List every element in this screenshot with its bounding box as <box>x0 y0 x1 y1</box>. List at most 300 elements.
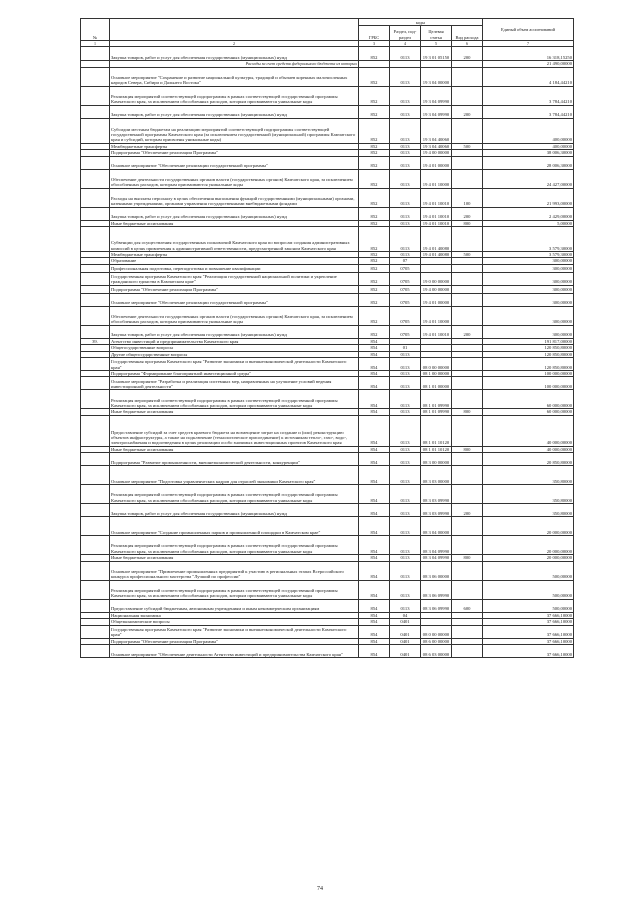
row-sum: 21 490,00000 <box>483 61 574 67</box>
row-cs: 19 4 01 10000 <box>421 306 452 325</box>
row-razd: 0113 <box>390 485 421 504</box>
table-row <box>81 207 574 220</box>
row-number <box>81 272 110 285</box>
row-grbs: 854 <box>359 371 390 377</box>
row-vid <box>452 118 483 143</box>
row-cs: 08 3 06 09990 <box>421 599 452 612</box>
row-sum: 350,80000 <box>483 504 574 517</box>
row-vid <box>452 517 483 536</box>
row-name: Межбюджетные трансферты <box>110 252 359 258</box>
row-grbs: 854 <box>359 466 390 485</box>
row-vid <box>452 453 483 466</box>
table-row <box>81 105 574 118</box>
row-razd: 0113 <box>390 561 421 580</box>
row-razd: 0113 <box>390 169 421 188</box>
header-vid: Вид расхода <box>452 26 483 41</box>
row-grbs: 854 <box>359 625 390 638</box>
row-name: Реализация мероприятий соответствующей подпрограммы в рамках соответствующей государственной программы Камчатского края, за исключением обособленных расходов, которым присваиваются уникальные коды <box>110 86 359 105</box>
row-number <box>81 504 110 517</box>
row-razd: 0113 <box>390 580 421 599</box>
row-sum: 3 579,30000 <box>483 227 574 252</box>
row-razd: 0113 <box>390 252 421 258</box>
row-vid <box>452 264 483 272</box>
row-sum: 500,00000 <box>483 580 574 599</box>
row-vid: 500 <box>452 143 483 149</box>
table-row <box>81 504 574 517</box>
table-row <box>81 285 574 293</box>
row-grbs: 852 <box>359 156 390 169</box>
row-razd: 0401 <box>390 625 421 638</box>
row-sum: 100 000,00000 <box>483 371 574 377</box>
row-razd: 0113 <box>390 517 421 536</box>
table-row <box>81 156 574 169</box>
row-name: Иные бюджетные ассигнования <box>110 555 359 561</box>
row-grbs: 854 <box>359 377 390 390</box>
row-cs: 19 4 01 00000 <box>421 293 452 306</box>
row-cs: 08 0 00 00000 <box>421 358 452 371</box>
row-sum: 5,00000 <box>483 220 574 226</box>
row-number <box>81 561 110 580</box>
row-cs: 08 0 00 00000 <box>421 625 452 638</box>
row-sum: 40 000,00000 <box>483 446 574 452</box>
row-grbs: 854 <box>359 485 390 504</box>
row-grbs: 852 <box>359 227 390 252</box>
row-grbs: 854 <box>359 351 390 357</box>
row-cs: 08 3 04 00000 <box>421 517 452 536</box>
row-cs: 08 3 04 09990 <box>421 555 452 561</box>
row-sum: 28 006,30000 <box>483 156 574 169</box>
row-sum: 300,00000 <box>483 272 574 285</box>
row-sum: 60 000,00000 <box>483 390 574 409</box>
row-name: Реализация мероприятий соответствующей подпрограммы в рамках соответствующей государственной программы Камчатского края, за исключением обособленных расходов, которым присваиваются уникальные коды <box>110 390 359 409</box>
row-sum: 20 000,00000 <box>483 536 574 555</box>
row-name: Закупка товаров, работ и услуг для обеспечения государственных (муниципальных) нужд <box>110 105 359 118</box>
row-cs: 19 4 01 10010 <box>421 188 452 207</box>
row-cs: 19 4 01 00000 <box>421 156 452 169</box>
row-vid: 200 <box>452 105 483 118</box>
row-vid: 200 <box>452 47 483 61</box>
row-vid: 800 <box>452 220 483 226</box>
row-razd: 01 <box>390 345 421 351</box>
row-razd: 0705 <box>390 264 421 272</box>
row-number <box>81 580 110 599</box>
row-vid: 100 <box>452 188 483 207</box>
row-number <box>81 105 110 118</box>
row-name: Расходы за счет средств федерального бюджета из которых <box>110 61 359 67</box>
table-row <box>81 67 574 86</box>
row-number <box>81 67 110 86</box>
table-row <box>81 86 574 105</box>
row-razd: 0113 <box>390 504 421 517</box>
row-razd: 0113 <box>390 377 421 390</box>
row-number <box>81 466 110 485</box>
row-vid <box>452 272 483 285</box>
col-number: 3 <box>359 41 390 47</box>
row-razd: 0113 <box>390 466 421 485</box>
row-sum: 3 784,44210 <box>483 105 574 118</box>
row-razd: 0113 <box>390 358 421 371</box>
row-grbs: 854 <box>359 504 390 517</box>
row-razd: 0113 <box>390 118 421 143</box>
row-vid <box>452 86 483 105</box>
row-number <box>81 644 110 657</box>
row-name: Закупка товаров, работ и услуг для обеспечения государственных (муниципальных) нужд <box>110 47 359 61</box>
row-razd: 0401 <box>390 638 421 644</box>
row-razd: 0113 <box>390 47 421 61</box>
table-row <box>81 644 574 657</box>
row-number <box>81 47 110 61</box>
row-number <box>81 169 110 188</box>
row-name: Основное мероприятие "Сохранение и развитие национальной культуры, традиций и обычаев коренных малочисленных народов Севера, Сибири и Дальнего Востока" <box>110 67 359 86</box>
header-name <box>110 19 359 41</box>
row-sum: 191 817,00000 <box>483 338 574 344</box>
row-razd: 0113 <box>390 599 421 612</box>
row-vid: 800 <box>452 555 483 561</box>
row-cs: 08 3 06 00000 <box>421 561 452 580</box>
row-vid: 800 <box>452 446 483 452</box>
row-grbs: 854 <box>359 580 390 599</box>
row-cs: 08 3 00 00000 <box>421 453 452 466</box>
row-razd: 0113 <box>390 143 421 149</box>
row-razd: 0705 <box>390 306 421 325</box>
row-sum: 24 427,00000 <box>483 169 574 188</box>
row-sum: 120 850,80000 <box>483 345 574 351</box>
row-sum: 20 850,80000 <box>483 453 574 466</box>
row-grbs: 854 <box>359 555 390 561</box>
row-number <box>81 453 110 466</box>
row-cs: 08 3 04 09990 <box>421 536 452 555</box>
table-row <box>81 453 574 466</box>
row-name: Обеспечение деятельности государственных органов власти (государственных органов) Камчатского края, за исключением обособленных расходов, которым присваиваются уникальные коды <box>110 306 359 325</box>
row-razd: 07 <box>390 258 421 264</box>
row-vid: 200 <box>452 325 483 338</box>
row-razd: 0113 <box>390 446 421 452</box>
row-sum: 37 666,10000 <box>483 644 574 657</box>
row-sum: 100 000,00000 <box>483 377 574 390</box>
table-row <box>81 188 574 207</box>
row-razd: 0113 <box>390 415 421 446</box>
table-row <box>81 466 574 485</box>
row-vid <box>452 285 483 293</box>
row-sum: 60 000,00000 <box>483 409 574 415</box>
row-razd: 0113 <box>390 227 421 252</box>
row-grbs: 852 <box>359 143 390 149</box>
row-cs: 19 3 01 05150 <box>421 47 452 61</box>
row-cs: 19 3 04 09990 <box>421 86 452 105</box>
row-name: Основное мероприятие "Обеспечение деятельности Агентства инвестиций и предпринимательства Камчатского края" <box>110 644 359 657</box>
row-sum: 21 993,00000 <box>483 188 574 207</box>
row-razd: 0113 <box>390 409 421 415</box>
row-cs: 19 3 04 40060 <box>421 118 452 143</box>
row-name: Предоставление субсидий за счет средств краевого бюджета на возмещение затрат на создание и (или) реконструкцию объектов инфраструктуры, а также на подключение (технологическое присоединение) к источникам тепло-, газо-, водо-, электроснабжения и водоотведения в целях реализации особо значимых инвестиционных проектов Камчатского края <box>110 415 359 446</box>
row-grbs: 854 <box>359 619 390 625</box>
row-razd: 0113 <box>390 188 421 207</box>
row-name: Основное мероприятие "Разработка и реализация системных мер, направленных на улучшение условий ведения инвестиционной деятельности" <box>110 377 359 390</box>
row-grbs: 852 <box>359 325 390 338</box>
row-name: Общегосударственные вопросы <box>110 345 359 351</box>
row-grbs: 854 <box>359 390 390 409</box>
row-sum: 37 666,10000 <box>483 625 574 638</box>
header-grbs: ГРБС <box>359 26 390 41</box>
row-grbs: 852 <box>359 86 390 105</box>
row-sum: 350,80000 <box>483 466 574 485</box>
row-razd: 0113 <box>390 453 421 466</box>
row-grbs: 852 <box>359 293 390 306</box>
row-name: Государственная программа Камчатского края "Развитие экономики и внешнеэкономической деятельности Камчатского края" <box>110 358 359 371</box>
row-grbs: 852 <box>359 118 390 143</box>
row-name: Основное мероприятие "Создание промышленных парков и промышленной площадки в Камчатском крае" <box>110 517 359 536</box>
row-cs: 08 3 03 09990 <box>421 504 452 517</box>
row-vid <box>452 536 483 555</box>
row-sum: 37 666,10000 <box>483 619 574 625</box>
row-number <box>81 188 110 207</box>
row-grbs: 854 <box>359 415 390 446</box>
row-vid <box>452 306 483 325</box>
table-row <box>81 293 574 306</box>
row-name: Подпрограмма "Обеспечение реализации Программы" <box>110 638 359 644</box>
table-body <box>81 47 574 658</box>
row-grbs: 854 <box>359 409 390 415</box>
row-sum: 300,00000 <box>483 293 574 306</box>
row-cs: 08 1 01 10120 <box>421 415 452 446</box>
row-vid <box>452 644 483 657</box>
row-sum: 37 666,10000 <box>483 612 574 618</box>
row-cs: 19 4 01 10000 <box>421 169 452 188</box>
header-razd: Раздел, под-раздел <box>390 26 421 41</box>
row-number <box>81 293 110 306</box>
row-sum: 3 579,30000 <box>483 252 574 258</box>
row-cs: 19 4 00 00000 <box>421 150 452 156</box>
row-cs: 08 1 01 00000 <box>421 377 452 390</box>
row-name: Реализация мероприятий соответствующей подпрограммы в рамках соответствующей государственной программы Камчатского края, за исключением обособленных расходов, которым присваиваются уникальные коды <box>110 536 359 555</box>
row-name: Межбюджетные трансферты <box>110 143 359 149</box>
row-number <box>81 377 110 390</box>
row-name: Основное мероприятие "Обеспечение реализации государственной программы" <box>110 156 359 169</box>
row-razd: 0401 <box>390 644 421 657</box>
row-number <box>81 625 110 638</box>
row-name: Подпрограмма "Формирование благоприятной инвестиционной среды" <box>110 371 359 377</box>
row-sum: 20 000,00000 <box>483 517 574 536</box>
row-razd: 0113 <box>390 536 421 555</box>
table-row <box>81 325 574 338</box>
row-vid <box>452 466 483 485</box>
row-sum: 120 850,80000 <box>483 358 574 371</box>
row-name: Иные бюджетные ассигнования <box>110 220 359 226</box>
row-number <box>81 264 110 272</box>
row-number <box>81 156 110 169</box>
col-number: 6 <box>452 41 483 47</box>
row-grbs: 852 <box>359 67 390 86</box>
row-cs <box>421 264 452 272</box>
row-sum: 120 850,80000 <box>483 351 574 357</box>
row-name: Иные бюджетные ассигнования <box>110 446 359 452</box>
row-cs: 19 0 00 00000 <box>421 272 452 285</box>
row-name: Закупка товаров, работ и услуг для обеспечения государственных (муниципальных) нужд <box>110 207 359 220</box>
row-razd: 0113 <box>390 150 421 156</box>
row-name: Общеэкономические вопросы <box>110 619 359 625</box>
row-name: Основное мероприятие "Подготовка управленческих кадров для отраслей экономики Камчатского края" <box>110 466 359 485</box>
row-name: Обеспечение деятельности государственных органов власти (государственных органов) Камчатского края, за исключением обособленных расходов, которым присваиваются уникальные коды <box>110 169 359 188</box>
row-cs: 08 1 01 09990 <box>421 409 452 415</box>
row-name: Подпрограмма "Обеспечение реализации Программы" <box>110 150 359 156</box>
row-razd: 0401 <box>390 619 421 625</box>
row-razd: 0705 <box>390 325 421 338</box>
col-number: 4 <box>390 41 421 47</box>
row-number <box>81 86 110 105</box>
row-cs: 19 3 04 40060 <box>421 143 452 149</box>
row-grbs: 854 <box>359 446 390 452</box>
col-number: 5 <box>421 41 452 47</box>
row-name: Государственная программа Камчатского края "Развитие экономики и внешнеэкономической деятельности Камчатского края" <box>110 625 359 638</box>
table-row <box>81 118 574 143</box>
row-name: Реализация мероприятий соответствующей подпрограммы в рамках соответствующей государственной программы Камчатского края, за исключением обособленных расходов, которым присваиваются уникальные коды <box>110 485 359 504</box>
header-row-top <box>81 19 574 26</box>
row-name: Образование <box>110 258 359 264</box>
row-cs: 19 4 01 10010 <box>421 220 452 226</box>
row-sum: 300,00000 <box>483 258 574 264</box>
table-row <box>81 272 574 285</box>
row-razd: 0705 <box>390 293 421 306</box>
row-grbs: 854 <box>359 612 390 618</box>
row-cs: 08 3 03 00000 <box>421 466 452 485</box>
row-sum: 3 784,44210 <box>483 86 574 105</box>
table-row <box>81 599 574 612</box>
row-cs: 08 3 03 09990 <box>421 485 452 504</box>
row-razd: 0113 <box>390 371 421 377</box>
row-number <box>81 390 110 409</box>
row-name: Другие общегосударственные вопросы <box>110 351 359 357</box>
row-cs: 19 4 01 10010 <box>421 325 452 338</box>
row-cs: 08 6 03 00000 <box>421 644 452 657</box>
header-codes: коды <box>359 19 483 26</box>
row-cs: 19 4 01 40080 <box>421 252 452 258</box>
table-row <box>81 47 574 61</box>
row-sum: 37 666,10000 <box>483 638 574 644</box>
table-row <box>81 561 574 580</box>
row-grbs: 852 <box>359 272 390 285</box>
row-sum: 300,00000 <box>483 325 574 338</box>
row-grbs: 854 <box>359 358 390 371</box>
row-number <box>81 358 110 371</box>
row-name: Субвенции для осуществления государственных полномочий Камчатского края по вопросам создания административных комиссий в целях привлечения к административной ответственности, предусмотренной законом Камчатского края <box>110 227 359 252</box>
row-sum: 40 000,00000 <box>483 415 574 446</box>
row-sum: 400,00000 <box>483 118 574 143</box>
row-number <box>81 415 110 446</box>
row-grbs: 852 <box>359 258 390 264</box>
row-cs: 19 4 01 40080 <box>421 227 452 252</box>
row-grbs: 852 <box>359 285 390 293</box>
row-grbs: 854 <box>359 638 390 644</box>
row-number <box>81 118 110 143</box>
row-number <box>81 207 110 220</box>
row-sum: 2 429,00000 <box>483 207 574 220</box>
row-vid <box>452 227 483 252</box>
row-number <box>81 517 110 536</box>
row-name: Субсидии местным бюджетам на реализацию мероприятий соответствующей подпрограммы соответствующей государственной программы Камчатского края (за исключением государственной (муниципальной) программы Камчатского края и субсидий, которым присвоены уникальные коды) <box>110 118 359 143</box>
row-grbs: 854 <box>359 644 390 657</box>
row-cs: 19 3 04 00000 <box>421 67 452 86</box>
row-cs: 19 3 04 09990 <box>421 105 452 118</box>
row-vid: 200 <box>452 504 483 517</box>
row-cs: 08 1 00 00000 <box>421 371 452 377</box>
row-cs: 08 3 06 09990 <box>421 580 452 599</box>
row-grbs: 852 <box>359 169 390 188</box>
row-grbs: 852 <box>359 306 390 325</box>
row-vid <box>452 485 483 504</box>
row-number <box>81 325 110 338</box>
table-row <box>81 227 574 252</box>
row-name: Иные бюджетные ассигнования <box>110 409 359 415</box>
row-sum: 300,00000 <box>483 264 574 272</box>
row-razd: 0113 <box>390 390 421 409</box>
row-vid <box>452 67 483 86</box>
row-razd: 0113 <box>390 207 421 220</box>
row-vid: 600 <box>452 599 483 612</box>
row-name: Закупка товаров, работ и услуг для обеспечения государственных (муниципальных) нужд <box>110 504 359 517</box>
row-grbs: 852 <box>359 252 390 258</box>
row-name: Основное мероприятие "Привлечение промышленных предприятий к участию в региональных этапах Всероссийского конкурса профессионального мастерства "Лучший по профессии" <box>110 561 359 580</box>
row-razd: 0113 <box>390 86 421 105</box>
row-name: Основное мероприятие "Обеспечение реализации государственной программы" <box>110 293 359 306</box>
row-razd: 0113 <box>390 220 421 226</box>
row-sum: 38 006,30000 <box>483 150 574 156</box>
table-row <box>81 580 574 599</box>
header-cs: Целевая статья <box>421 26 452 41</box>
row-number <box>81 285 110 293</box>
row-razd: 0113 <box>390 351 421 357</box>
row-grbs: 854 <box>359 561 390 580</box>
row-grbs: 854 <box>359 536 390 555</box>
header-no: № <box>81 19 110 41</box>
row-vid <box>452 415 483 446</box>
row-vid <box>452 293 483 306</box>
row-vid <box>452 169 483 188</box>
row-name: Предоставление субсидий бюджетным, автономным учреждениям и иным некоммерческим организациям <box>110 599 359 612</box>
row-name: Профессиональная подготовка, переподготовка и повышение квалификации <box>110 264 359 272</box>
row-vid: 200 <box>452 207 483 220</box>
row-vid <box>452 156 483 169</box>
header-sum: Единый объем ассигнований <box>483 19 574 41</box>
row-grbs: 854 <box>359 517 390 536</box>
row-grbs: 852 <box>359 47 390 61</box>
row-sum: 300,00000 <box>483 285 574 293</box>
table-row <box>81 358 574 371</box>
row-razd: 0113 <box>390 555 421 561</box>
row-vid: 500 <box>452 252 483 258</box>
row-sum: 300,00000 <box>483 306 574 325</box>
row-vid <box>452 561 483 580</box>
row-number <box>81 599 110 612</box>
table-row <box>81 415 574 446</box>
table-row <box>81 169 574 188</box>
budget-table <box>80 18 574 658</box>
table-row <box>81 485 574 504</box>
row-cs: 08 1 01 09990 <box>421 390 452 409</box>
row-sum: 4 184,44210 <box>483 67 574 86</box>
row-vid <box>452 377 483 390</box>
table-row <box>81 625 574 638</box>
row-razd: 04 <box>390 612 421 618</box>
row-grbs: 852 <box>359 207 390 220</box>
row-grbs: 854 <box>359 453 390 466</box>
table-row <box>81 377 574 390</box>
row-grbs: 854 <box>359 338 390 344</box>
row-grbs: 854 <box>359 345 390 351</box>
row-sum: 500,00000 <box>483 599 574 612</box>
table-row <box>81 264 574 272</box>
row-razd: 0113 <box>390 105 421 118</box>
col-number: 2 <box>110 41 359 47</box>
